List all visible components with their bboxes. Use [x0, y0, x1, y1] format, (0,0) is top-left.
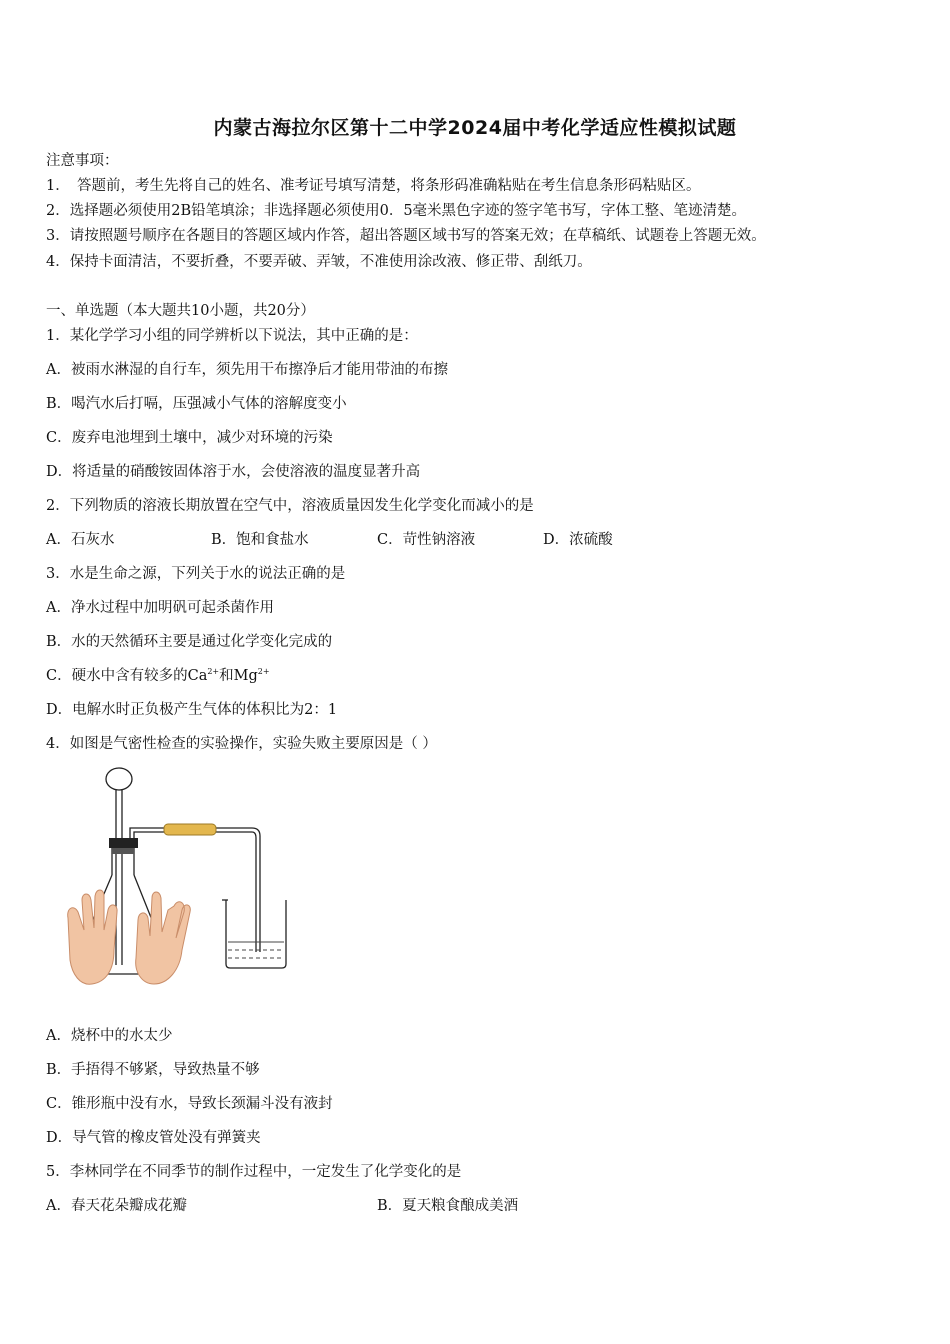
question-2-option-d: D．浓硫酸 — [543, 532, 613, 548]
question-3-stem: 3．水是生命之源，下列关于水的说法正确的是 — [46, 566, 346, 582]
question-5-stem: 5．李林同学在不同季节的制作过程中，一定发生了化学变化的是 — [46, 1164, 462, 1180]
question-3-option-a: A．净水过程中加明矾可起杀菌作用 — [46, 600, 274, 616]
question-1-option-a: A．被雨水淋湿的自行车，须先用干布擦净后才能用带油的布擦 — [46, 362, 448, 378]
question-5-option-a: A．春天花朵瓣成花瓣 — [46, 1198, 187, 1214]
question-2-option-a: A．石灰水 — [46, 532, 115, 548]
question-4-option-d: D．导气管的橡皮管处没有弹簧夹 — [46, 1130, 261, 1146]
question-2-option-c: C．苛性钠溶液 — [377, 532, 476, 548]
option-c-and: 和 — [219, 668, 234, 684]
rubber-stopper — [109, 838, 138, 848]
question-4-option-c: C．锥形瓶中没有水，导致长颈漏斗没有液封 — [46, 1096, 333, 1112]
question-3-option-c — [46, 666, 270, 686]
question-4-option-b: B．手捂得不够紧，导致热量不够 — [46, 1062, 260, 1078]
notice-item: 4．保持卡面清洁，不要折叠，不要弄破、弄皱，不准使用涂改液、修正带、刮纸刀。 — [46, 254, 592, 270]
question-3-option-b: B．水的天然循环主要是通过化学变化完成的 — [46, 634, 333, 650]
notice-item: 3．请按照题号顺序在各题目的答题区域内作答，超出答题区域书写的答案无效；在草稿纸、试题卷上答题无效。 — [46, 228, 766, 244]
section-heading: 一、单选题（本大题共10小题，共20分） — [46, 303, 315, 319]
airtightness-apparatus-figure — [62, 760, 302, 992]
notice-item: 2．选择题必须使用2B铅笔填涂；非选择题必须使用0．5毫米黑色字迹的签字笔书写，字体工整、笔迹清楚。 — [46, 203, 747, 219]
question-2-option-b: B．饱和食盐水 — [211, 532, 309, 548]
question-1-option-c: C．废弃电池埋到土壤中，减少对环境的污染 — [46, 430, 333, 446]
option-c-text: C．硬水中含有较多的 — [46, 668, 188, 684]
calcium-ion-charge: 2+ — [207, 667, 220, 676]
magnesium-ion: Mg — [233, 668, 258, 684]
question-5-option-b: B．夏天粮食酿成美酒 — [377, 1198, 519, 1214]
question-2-stem: 2．下列物质的溶液长期放置在空气中，溶液质量因发生化学变化而减小的是 — [46, 498, 534, 514]
page-title: 内蒙古海拉尔区第十二中学2024届中考化学适应性模拟试题 — [213, 117, 737, 139]
question-4-option-a: A．烧杯中的水太少 — [46, 1028, 173, 1044]
notice-item: 1． 答题前，考生先将自己的姓名、准考证号填写清楚，将条形码准确粘贴在考生信息条形码粘贴区。 — [46, 178, 701, 194]
calcium-ion: Ca — [187, 668, 208, 684]
question-1-option-b: B．喝汽水后打嗝，压强减小气体的溶解度变小 — [46, 396, 347, 412]
question-1-stem: 1．某化学学习小组的同学辨析以下说法，其中正确的是： — [46, 328, 418, 344]
question-1-option-d: D．将适量的硝酸铵固体溶于水，会使溶液的温度显著升高 — [46, 464, 421, 480]
rubber-tube — [164, 824, 216, 835]
hands-icon — [68, 890, 191, 984]
magnesium-ion-charge: 2+ — [257, 667, 270, 676]
notice-heading: 注意事项： — [46, 153, 119, 169]
question-4-stem: 4．如图是气密性检查的实验操作，实验失败主要原因是（ ） — [46, 736, 437, 752]
funnel-bulb — [106, 768, 132, 790]
question-3-option-d: D．电解水时正负极产生气体的体积比为2：1 — [46, 702, 338, 718]
